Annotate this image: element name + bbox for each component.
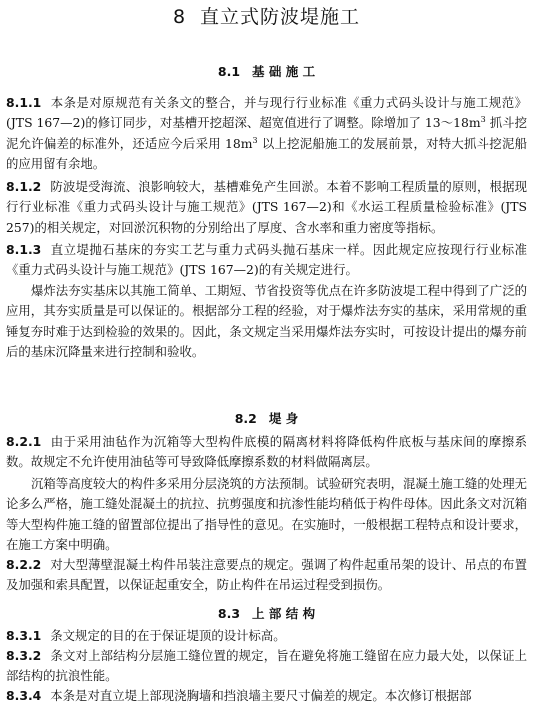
clause-text: 防波堤受海流、浪影响较大，基槽难免产生回淤。本着不影响工程质量的原则，根据现行行业标准《重力式码头设计与施工规范》(JTS 167—2)和《水运工程质量检验标准》(JTS 257)的相关规定，对回淤沉积物的分别给出了厚度、含水率和重力密度等指标。 <box>6 179 527 235</box>
chapter-title-text: 直立式防波堤施工 <box>200 6 361 28</box>
section-heading-8-1: 8.1 基 础 施 工 <box>217 64 316 79</box>
clause-text: 直立堤抛石基床的夯实工艺与重力式码头抛石基床一样。因此规定应按现行行业标准《重力式码头设计与施工规范》(JTS 167—2)的有关规定进行。 <box>6 242 527 278</box>
chapter-number: 8 <box>172 6 187 28</box>
clause-8-1-3 <box>6 240 527 281</box>
clause-8-3-4 <box>6 686 527 706</box>
clause-text: 本条是对原规范有关条文的整合，并与现行行业标准《重力式码头设计与施工规范》(JTS 167—2)的修订同步，对基槽开挖超深、超宽值进行了调整。除增加了 13～18m <box>6 95 527 131</box>
clause-text: 条文规定的目的在于保证堤顶的设计标高。 <box>50 628 286 643</box>
superscript: 3 <box>252 135 258 145</box>
clause-8-1-1 <box>6 93 527 175</box>
clause-8-2-1 <box>6 432 527 473</box>
clause-8-3-2 <box>6 646 527 687</box>
section-heading-8-3: 8.3 上 部 结 构 <box>217 606 316 621</box>
clause-text: 爆炸法夯实基床以其施工简单、工期短、节省投资等优点在许多防波堤工程中得到了广泛的应用，其夯实质量是可以保证的。根据部分工程的经验，对于爆炸法夯实的基床，采用常规的重锤复夯时难于达到检验的效果的。因此，条文规定当采用爆炸法夯实时，可按设计提出的爆夯前后的基床沉降量来进行控制和验收。 <box>6 283 527 360</box>
clause-number: 8.3.4 <box>6 688 42 703</box>
clause-text: 条文对上部结构分层施工缝位置的规定，旨在避免将施工缝留在应力最大处，以保证上部结构的抗浪性能。 <box>6 648 527 684</box>
clause-8-2-2 <box>6 555 527 596</box>
clause-text: 对大型薄壁混凝土构件吊装注意要点的规定。强调了构件起重吊架的设计、吊点的布置及加强和索具配置，以保证起重安全，防止构件在吊运过程受到损伤。 <box>6 557 527 593</box>
clause-text: 抓斗挖泥允许偏差的标准外，还适应今后采用 18m <box>6 115 527 151</box>
clause-number: 8.1.1 <box>6 95 42 110</box>
section-heading-8-2: 8.2 堤 身 <box>234 411 299 426</box>
clause-text: 本条是对直立堤上部现浇胸墙和挡浪墙主要尺寸偏差的规定。本次修订根据部 <box>50 688 472 703</box>
clause-number: 8.2.1 <box>6 434 42 449</box>
clause-text: 由于采用油毡作为沉箱等大型构件底模的隔离材料将降低构件底板与基床间的摩擦系数。故规定不允许使用油毡等可导致降低摩擦系数的材料做隔离层。 <box>6 434 527 470</box>
clause-number: 8.1.3 <box>6 242 42 257</box>
clause-text: 沉箱等高度较大的构件多采用分层浇筑的方法预制。试验研究表明，混凝土施工缝的处理无论多么严格，施工缝处混凝土的抗拉、抗剪强度和抗渗性能均稍低于构件母体。因此条文对沉箱等大型构件施工缝的留置部位提出了指导性的意见。在实施时，一般根据工程特点和设计要求，在施工方案中明确。 <box>6 476 527 553</box>
superscript: 3 <box>480 115 486 125</box>
clause-8-1-2 <box>6 177 527 238</box>
clause-text: 以上挖泥船施工的发展前景，对特大抓斗挖泥船的应用留有余地。 <box>6 135 527 172</box>
clause-number: 8.3.2 <box>6 648 42 663</box>
clause-number: 8.1.2 <box>6 179 42 194</box>
clause-number: 8.3.1 <box>6 628 42 643</box>
clause-8-3-1 <box>6 626 527 646</box>
clause-8-2-1-continuation <box>6 474 527 556</box>
clause-8-1-3-continuation <box>6 281 527 363</box>
chapter-title <box>0 4 533 30</box>
clause-number: 8.2.2 <box>6 557 42 572</box>
